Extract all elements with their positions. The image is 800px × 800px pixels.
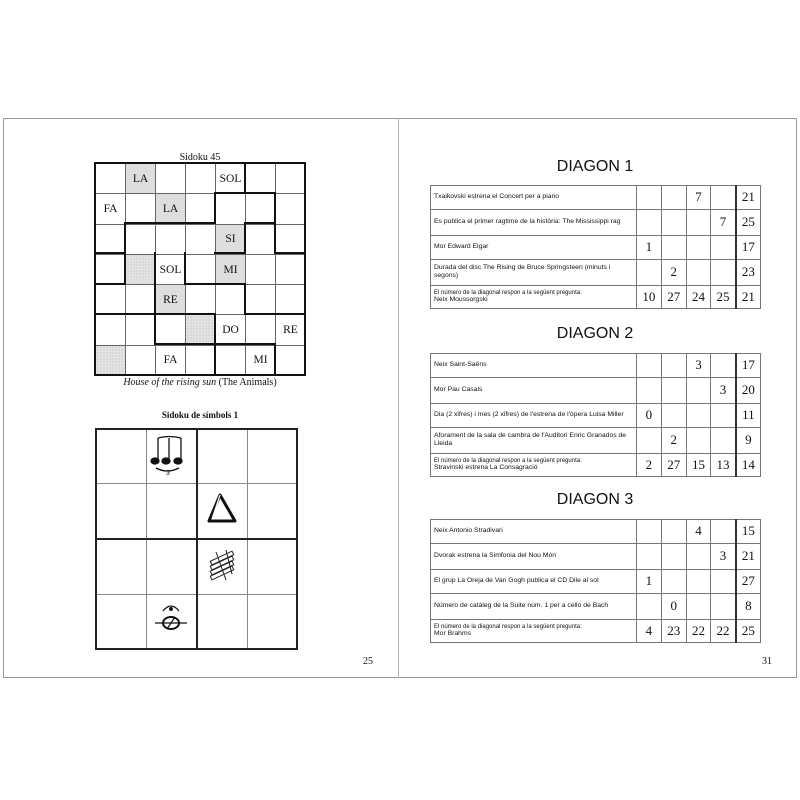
diagon-final-question: [431, 620, 637, 643]
diagon-total-row: [431, 286, 761, 309]
diagon-digit-cell[interactable]: 4: [686, 520, 711, 544]
diagon-digit-cell[interactable]: [637, 520, 662, 544]
diagon-1-table: [430, 185, 761, 309]
sudoku-cell[interactable]: RE: [276, 315, 306, 345]
diagon-digit-cell[interactable]: 0: [637, 404, 662, 428]
diagon-answer-cell: 9: [736, 427, 761, 454]
diagon-answer-cell: 27: [736, 570, 761, 594]
diagon-digit-cell[interactable]: [686, 570, 711, 594]
sudoku-row: [96, 164, 306, 194]
sudoku-cell[interactable]: [96, 224, 126, 254]
diagon-row: [431, 543, 761, 570]
diagon-digit-cell[interactable]: [711, 236, 736, 260]
diagon-total-row: [431, 620, 761, 643]
sudoku-cell[interactable]: [216, 345, 246, 375]
sudoku-cell[interactable]: [126, 254, 156, 284]
diagon-digit-cell[interactable]: [637, 186, 662, 210]
diagon-digit-cell[interactable]: [661, 209, 686, 236]
diagon-final-answer-cell: 25: [736, 620, 761, 643]
diagon-sum-cell: 22: [711, 620, 736, 643]
xylophone-icon: [202, 544, 242, 584]
diagon-digit-cell[interactable]: [637, 354, 662, 378]
diagon-sum-cell: 25: [711, 286, 736, 309]
diagon-question: Mor Edward Elgar: [431, 236, 637, 260]
symbol-cell[interactable]: [247, 594, 298, 649]
symbol-cell[interactable]: [146, 594, 197, 649]
diagon-answer-cell: 17: [736, 354, 761, 378]
symbol-cell[interactable]: [96, 539, 147, 594]
sudoku-row: [96, 315, 306, 345]
diagon-total-row: [431, 454, 761, 477]
diagon-final-answer-cell: 21: [736, 286, 761, 309]
diagon-answer-cell: 20: [736, 377, 761, 404]
sudoku-cell[interactable]: SOL: [156, 254, 186, 284]
page-number-right: 31: [762, 656, 772, 667]
song-artist: (The Animals): [218, 377, 277, 388]
diagon-question: Dia (2 xifres) i mes (2 xifres) de l'estrena de l'òpera Luisa Miller: [431, 404, 637, 428]
diagon-row: [431, 236, 761, 260]
diagon-digit-cell[interactable]: [661, 404, 686, 428]
diagon-answer-cell: 17: [736, 236, 761, 260]
diagon-digit-cell[interactable]: [711, 520, 736, 544]
symbol-sudoku-grid: [95, 428, 298, 650]
sudoku-cell[interactable]: [126, 345, 156, 375]
diagon-row: [431, 427, 761, 454]
diagon-row: [431, 186, 761, 210]
diagon-answer-cell: 23: [736, 259, 761, 286]
diagon-digit-cell[interactable]: 1: [637, 236, 662, 260]
sudoku-cell[interactable]: LA: [126, 164, 156, 194]
symbol-cell[interactable]: [197, 539, 248, 594]
diagon-digit-cell[interactable]: [711, 570, 736, 594]
diagon-question: Durada del disc The Rising de Bruce Springsteen (minuts i segons): [431, 259, 637, 286]
diagon-digit-cell[interactable]: [686, 404, 711, 428]
symbol-cell[interactable]: [96, 594, 147, 649]
diagon-sum-cell: 27: [661, 454, 686, 477]
sudoku-cell[interactable]: [186, 254, 216, 284]
diagon-digit-cell[interactable]: [686, 209, 711, 236]
diagon-final-question-text: Stravinski estrena La Consagració: [434, 463, 538, 471]
diagon-digit-cell[interactable]: [686, 259, 711, 286]
sudoku-row: [96, 194, 306, 224]
diagon-final-question: [431, 454, 637, 477]
sudoku-cell[interactable]: [186, 315, 216, 345]
diagon-final-answer-cell: 14: [736, 454, 761, 477]
sudoku-cell[interactable]: [246, 224, 276, 254]
sudoku-cell[interactable]: [126, 194, 156, 224]
triangle-instrument-icon: [202, 489, 242, 529]
song-title: House of the rising sun: [123, 377, 217, 388]
diagon-digit-cell[interactable]: [686, 377, 711, 404]
sudoku-cell[interactable]: [246, 285, 276, 315]
diagon-digit-cell[interactable]: [661, 520, 686, 544]
diagon-question: Es publica el primer ragtime de la història: The Mississippi rag: [431, 209, 637, 236]
sudoku-cell[interactable]: [96, 285, 126, 315]
diagon-digit-cell[interactable]: [711, 354, 736, 378]
sudoku-cell[interactable]: DO: [216, 315, 246, 345]
diagon-answer-cell: 15: [736, 520, 761, 544]
sudoku-row: [96, 224, 306, 254]
diagon-question: Dvorak estrena la Simfonia del Nou Món: [431, 543, 637, 570]
diagon-sum-cell: 24: [686, 286, 711, 309]
sudoku-cell[interactable]: [126, 285, 156, 315]
diagon-digit-cell[interactable]: [637, 543, 662, 570]
diagon-final-question-intro: El número de la diagonal respon a la següent pregunta:: [434, 458, 582, 464]
diagon-question: Número de catàleg de la Suite núm. 1 per a cello de Bach: [431, 593, 637, 620]
diagon-digit-cell[interactable]: [637, 427, 662, 454]
sudoku-cell[interactable]: [246, 164, 276, 194]
sudoku-cell[interactable]: [276, 285, 306, 315]
diagon-digit-cell[interactable]: [661, 377, 686, 404]
diagon-1-title: DIAGON 1: [556, 158, 634, 175]
symbol-cell[interactable]: [197, 484, 248, 539]
sudoku-cell[interactable]: [186, 224, 216, 254]
music-notes-triplet-icon: [149, 432, 193, 476]
diagon-sum-cell: 4: [637, 620, 662, 643]
symbol-cell[interactable]: [96, 429, 147, 484]
diagon-digit-cell[interactable]: [686, 236, 711, 260]
diagon-digit-cell[interactable]: 3: [711, 543, 736, 570]
diagon-answer-cell: 8: [736, 593, 761, 620]
symbol-cell[interactable]: [146, 429, 197, 484]
page-number-left: 25: [363, 656, 373, 667]
sudoku-cell[interactable]: [276, 194, 306, 224]
sudoku-cell[interactable]: [126, 224, 156, 254]
diagon-question: Aforament de la sala de cambra de l'Auditori Enric Granados de Lleida: [431, 427, 637, 454]
diagon-3-title: DIAGON 3: [556, 491, 634, 508]
symbol-cell[interactable]: [146, 539, 197, 594]
sudoku-cell[interactable]: [246, 254, 276, 284]
diagon-final-question-text: Mor Brahms: [434, 629, 472, 637]
diagon-digit-cell[interactable]: 2: [661, 259, 686, 286]
diagon-answer-cell: 21: [736, 186, 761, 210]
diagon-digit-cell[interactable]: 3: [686, 354, 711, 378]
diagon-digit-cell[interactable]: 7: [711, 209, 736, 236]
symbol-cell[interactable]: [197, 594, 248, 649]
sudoku-title: Sidoku 45: [179, 152, 221, 163]
sudoku-cell[interactable]: [156, 224, 186, 254]
diagon-sum-cell: 13: [711, 454, 736, 477]
diagon-row: [431, 570, 761, 594]
diagon-digit-cell[interactable]: [686, 593, 711, 620]
sudoku-row: [96, 345, 306, 375]
diagon-digit-cell[interactable]: 3: [711, 377, 736, 404]
diagon-digit-cell[interactable]: [661, 186, 686, 210]
sudoku-cell[interactable]: [96, 254, 126, 284]
diagon-digit-cell[interactable]: [637, 593, 662, 620]
sudoku-cell[interactable]: [96, 315, 126, 345]
diagon-question: El grup La Oreja de Van Gogh publica el CD Dile al sol: [431, 570, 637, 594]
diagon-row: [431, 404, 761, 428]
diagon-2-table: [430, 353, 761, 477]
symbol-cell[interactable]: [146, 484, 197, 539]
diagon-row: [431, 593, 761, 620]
diagon-row: [431, 377, 761, 404]
diagon-row: [431, 520, 761, 544]
diagon-sum-cell: 15: [686, 454, 711, 477]
diagon-digit-cell[interactable]: 2: [661, 427, 686, 454]
sudoku-cell[interactable]: [96, 345, 126, 375]
sudoku-cell[interactable]: SI: [216, 224, 246, 254]
symbol-cell[interactable]: [197, 429, 248, 484]
diagon-digit-cell[interactable]: [661, 354, 686, 378]
sudoku-cell[interactable]: [96, 164, 126, 194]
diagon-answer-cell: 11: [736, 404, 761, 428]
diagon-answer-cell: 25: [736, 209, 761, 236]
diagon-final-question-text: Neix Moussorgski: [434, 295, 488, 303]
sudoku-cell[interactable]: [126, 315, 156, 345]
sudoku-cell[interactable]: [216, 194, 246, 224]
sudoku-cell[interactable]: [186, 164, 216, 194]
sudoku-cell[interactable]: [186, 285, 216, 315]
diagon-question: Neix Antonio Stradivari: [431, 520, 637, 544]
diagon-3-table: [430, 519, 761, 643]
sudoku-cell[interactable]: MI: [216, 254, 246, 284]
sudoku-cell[interactable]: [276, 224, 306, 254]
diagon-digit-cell[interactable]: 1: [637, 570, 662, 594]
diagon-question: Mor Pau Casals: [431, 377, 637, 404]
diagon-sum-cell: 2: [637, 454, 662, 477]
diagon-final-question-intro: El número de la diagonal respon a la següent pregunta:: [434, 624, 582, 630]
diagon-digit-cell[interactable]: [637, 209, 662, 236]
sudoku-cell[interactable]: [276, 345, 306, 375]
sudoku-cell[interactable]: FA: [156, 345, 186, 375]
diagon-digit-cell[interactable]: [637, 377, 662, 404]
diagon-sum-cell: 10: [637, 286, 662, 309]
diagon-row: [431, 354, 761, 378]
diagon-digit-cell[interactable]: [637, 259, 662, 286]
diagon-digit-cell[interactable]: [711, 593, 736, 620]
symbol-cell[interactable]: [247, 484, 298, 539]
sudoku-row: [96, 285, 306, 315]
diagon-final-question: [431, 286, 637, 309]
sudoku-cell[interactable]: FA: [96, 194, 126, 224]
diagon-question: Txaikovski estrena el Concert per a piano: [431, 186, 637, 210]
diagon-row: [431, 209, 761, 236]
svg-text:3: 3: [166, 469, 170, 476]
diagon-digit-cell[interactable]: 0: [661, 593, 686, 620]
diagon-digit-cell[interactable]: [711, 404, 736, 428]
diagon-digit-cell[interactable]: [711, 259, 736, 286]
diagon-digit-cell[interactable]: [711, 186, 736, 210]
page-gutter: [398, 118, 399, 678]
sudoku-cell[interactable]: [186, 194, 216, 224]
symbol-cell[interactable]: [247, 429, 298, 484]
sudoku-row: [96, 254, 306, 284]
sudoku-cell[interactable]: [276, 164, 306, 194]
sudoku-grid: [95, 163, 306, 376]
sudoku-caption: [95, 377, 305, 388]
sudoku-cell[interactable]: SOL: [216, 164, 246, 194]
sudoku-cell[interactable]: [276, 254, 306, 284]
diagon-2-title: DIAGON 2: [556, 325, 634, 342]
sudoku-cell[interactable]: MI: [246, 345, 276, 375]
diagon-digit-cell[interactable]: [661, 236, 686, 260]
symbol-cell[interactable]: [247, 539, 298, 594]
symbol-sudoku-title: Sidoku de símbols 1: [161, 410, 239, 420]
sudoku-cell[interactable]: [246, 315, 276, 345]
fermata-whole-note-icon: [149, 597, 193, 641]
sudoku-cell[interactable]: [216, 285, 246, 315]
sudoku-cell[interactable]: [246, 194, 276, 224]
sudoku-cell[interactable]: [186, 345, 216, 375]
diagon-digit-cell[interactable]: 7: [686, 186, 711, 210]
diagon-sum-cell: 27: [661, 286, 686, 309]
sudoku-cell[interactable]: [156, 315, 186, 345]
diagon-final-question-intro: El número de la diagonal respon a la següent pregunta:: [434, 290, 582, 296]
diagon-digit-cell[interactable]: [711, 427, 736, 454]
diagon-digit-cell[interactable]: [686, 427, 711, 454]
diagon-row: [431, 259, 761, 286]
sudoku-cell[interactable]: LA: [156, 194, 186, 224]
symbol-cell[interactable]: [96, 484, 147, 539]
sudoku-cell[interactable]: RE: [156, 285, 186, 315]
diagon-sum-cell: 23: [661, 620, 686, 643]
diagon-question: Neix Saint-Saëns: [431, 354, 637, 378]
sudoku-cell[interactable]: [156, 164, 186, 194]
diagon-sum-cell: 22: [686, 620, 711, 643]
diagon-answer-cell: 21: [736, 543, 761, 570]
diagon-digit-cell[interactable]: [661, 543, 686, 570]
diagon-digit-cell[interactable]: [686, 543, 711, 570]
diagon-digit-cell[interactable]: [661, 570, 686, 594]
